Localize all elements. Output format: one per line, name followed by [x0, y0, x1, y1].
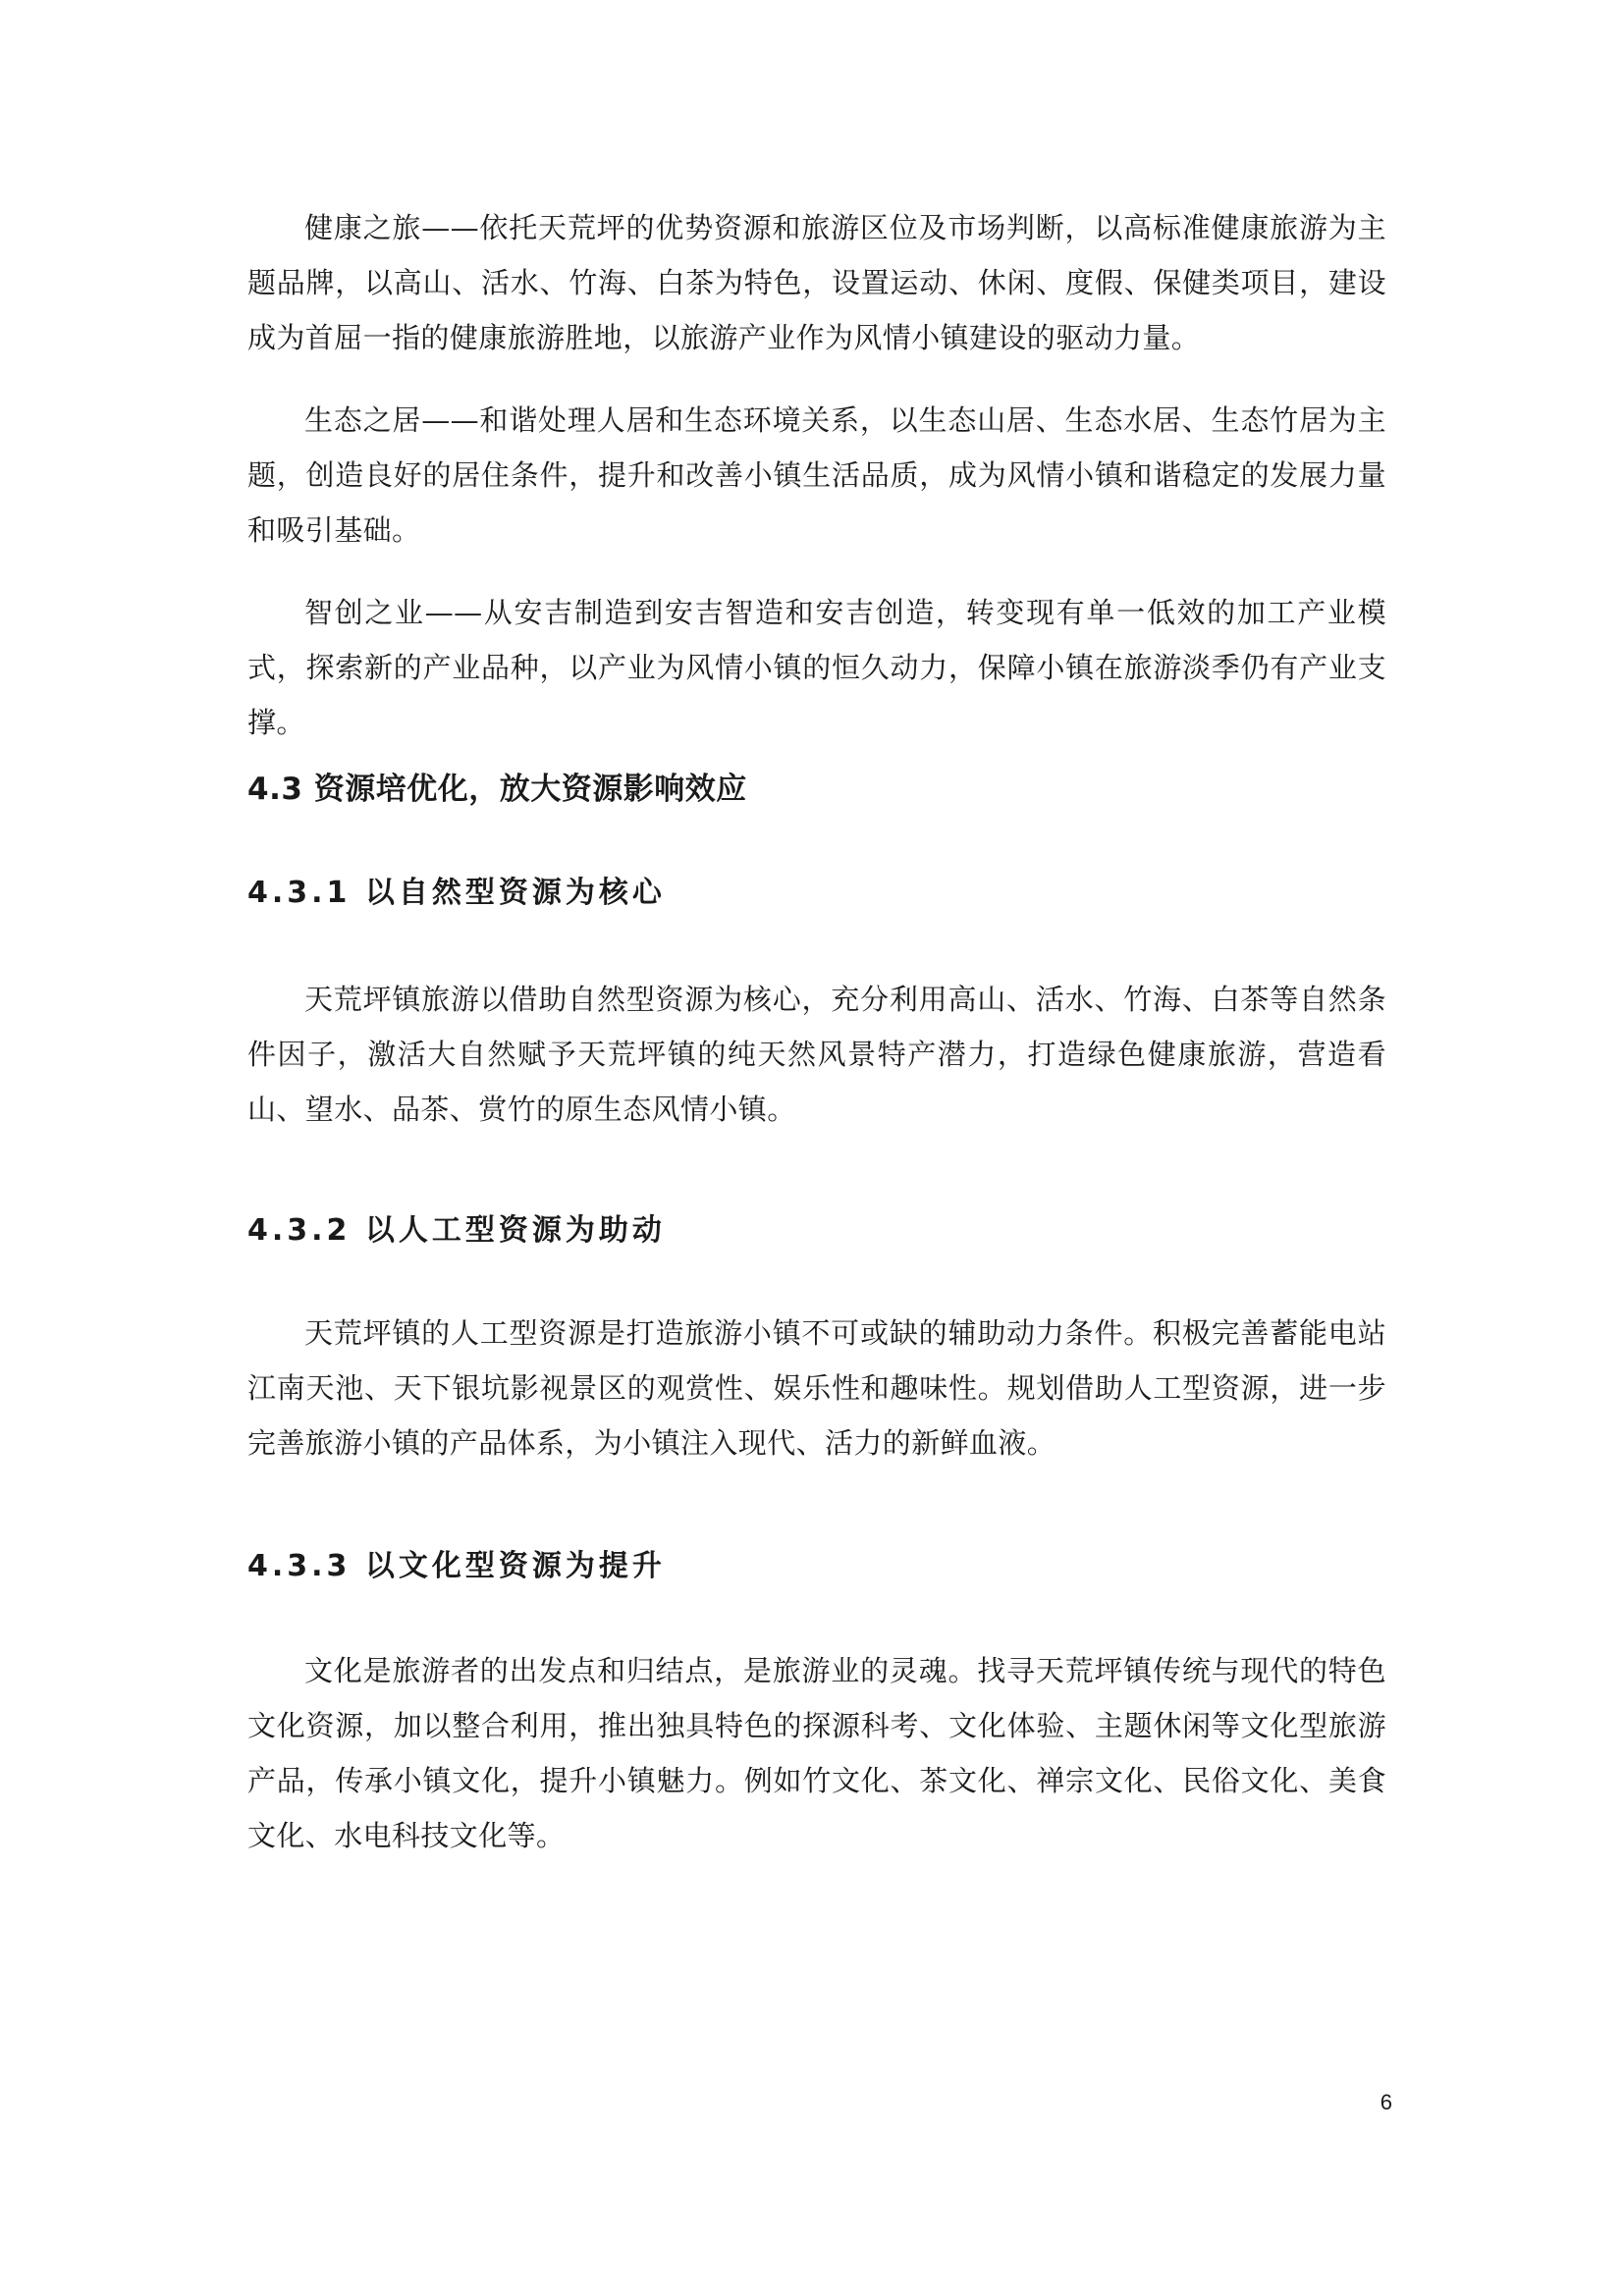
paragraph-eco-living: 生态之居——和谐处理人居和生态环境关系，以生态山居、生态水居、生态竹居为主题，创造良好的居住条件，提升和改善小镇生活品质，成为风情小镇和谐稳定的发展力量和吸引基础。 [247, 403, 1386, 547]
paragraph-health-tour: 健康之旅——依托天荒坪的优势资源和旅游区位及市场判断，以高标准健康旅游为主题品牌，以高山、活水、竹海、白茶为特色，设置运动、休闲、度假、保健类项目，建设成为首屈一指的健康旅游胜地，以旅游产业作为风情小镇建设的驱动力量。 [247, 211, 1386, 354]
paragraph-smart-industry: 智创之业——从安吉制造到安吉智造和安吉创造，转变现有单一低效的加工产业模式，探索新的产业品种，以产业为风情小镇的恒久动力，保障小镇在旅游淡季仍有产业支撑。 [247, 596, 1386, 739]
paragraph-artificial-resources: 天荒坪镇的人工型资源是打造旅游小镇不可或缺的辅助动力条件。积极完善蓄能电站江南天池、天下银坑影视景区的观赏性、娱乐性和趣味性。规划借助人工型资源，进一步完善旅游小镇的产品体系，为小镇注入现代、活力的新鲜血液。 [247, 1316, 1386, 1460]
paragraph-natural-resources: 天荒坪镇旅游以借助自然型资源为核心，充分利用高山、活水、竹海、白茶等自然条件因子，激活大自然赋予天荒坪镇的纯天然风景特产潜力，打造绿色健康旅游，营造看山、望水、品茶、赏竹的原生态风情小镇。 [247, 983, 1386, 1126]
paragraph-cultural-resources: 文化是旅游者的出发点和归结点，是旅游业的灵魂。找寻天荒坪镇传统与现代的特色文化资源，加以整合利用，推出独具特色的探源科考、文化体验、主题休闲等文化型旅游产品，传承小镇文化，提升小镇魅力。例如竹文化、茶文化、禅宗文化、民俗文化、美食文化、水电科技文化等。 [247, 1654, 1386, 1852]
page-number: 6 [1380, 2090, 1392, 2114]
subsection-heading-4-3-2: 4.3.2 以人工型资源为助动 [247, 1213, 666, 1248]
subsection-heading-4-3-1: 4.3.1 以自然型资源为核心 [247, 876, 666, 910]
subsection-heading-4-3-3: 4.3.3 以文化型资源为提升 [247, 1549, 666, 1583]
section-heading-4-3: 4.3 资源培优化，放大资源影响效应 [247, 772, 747, 807]
